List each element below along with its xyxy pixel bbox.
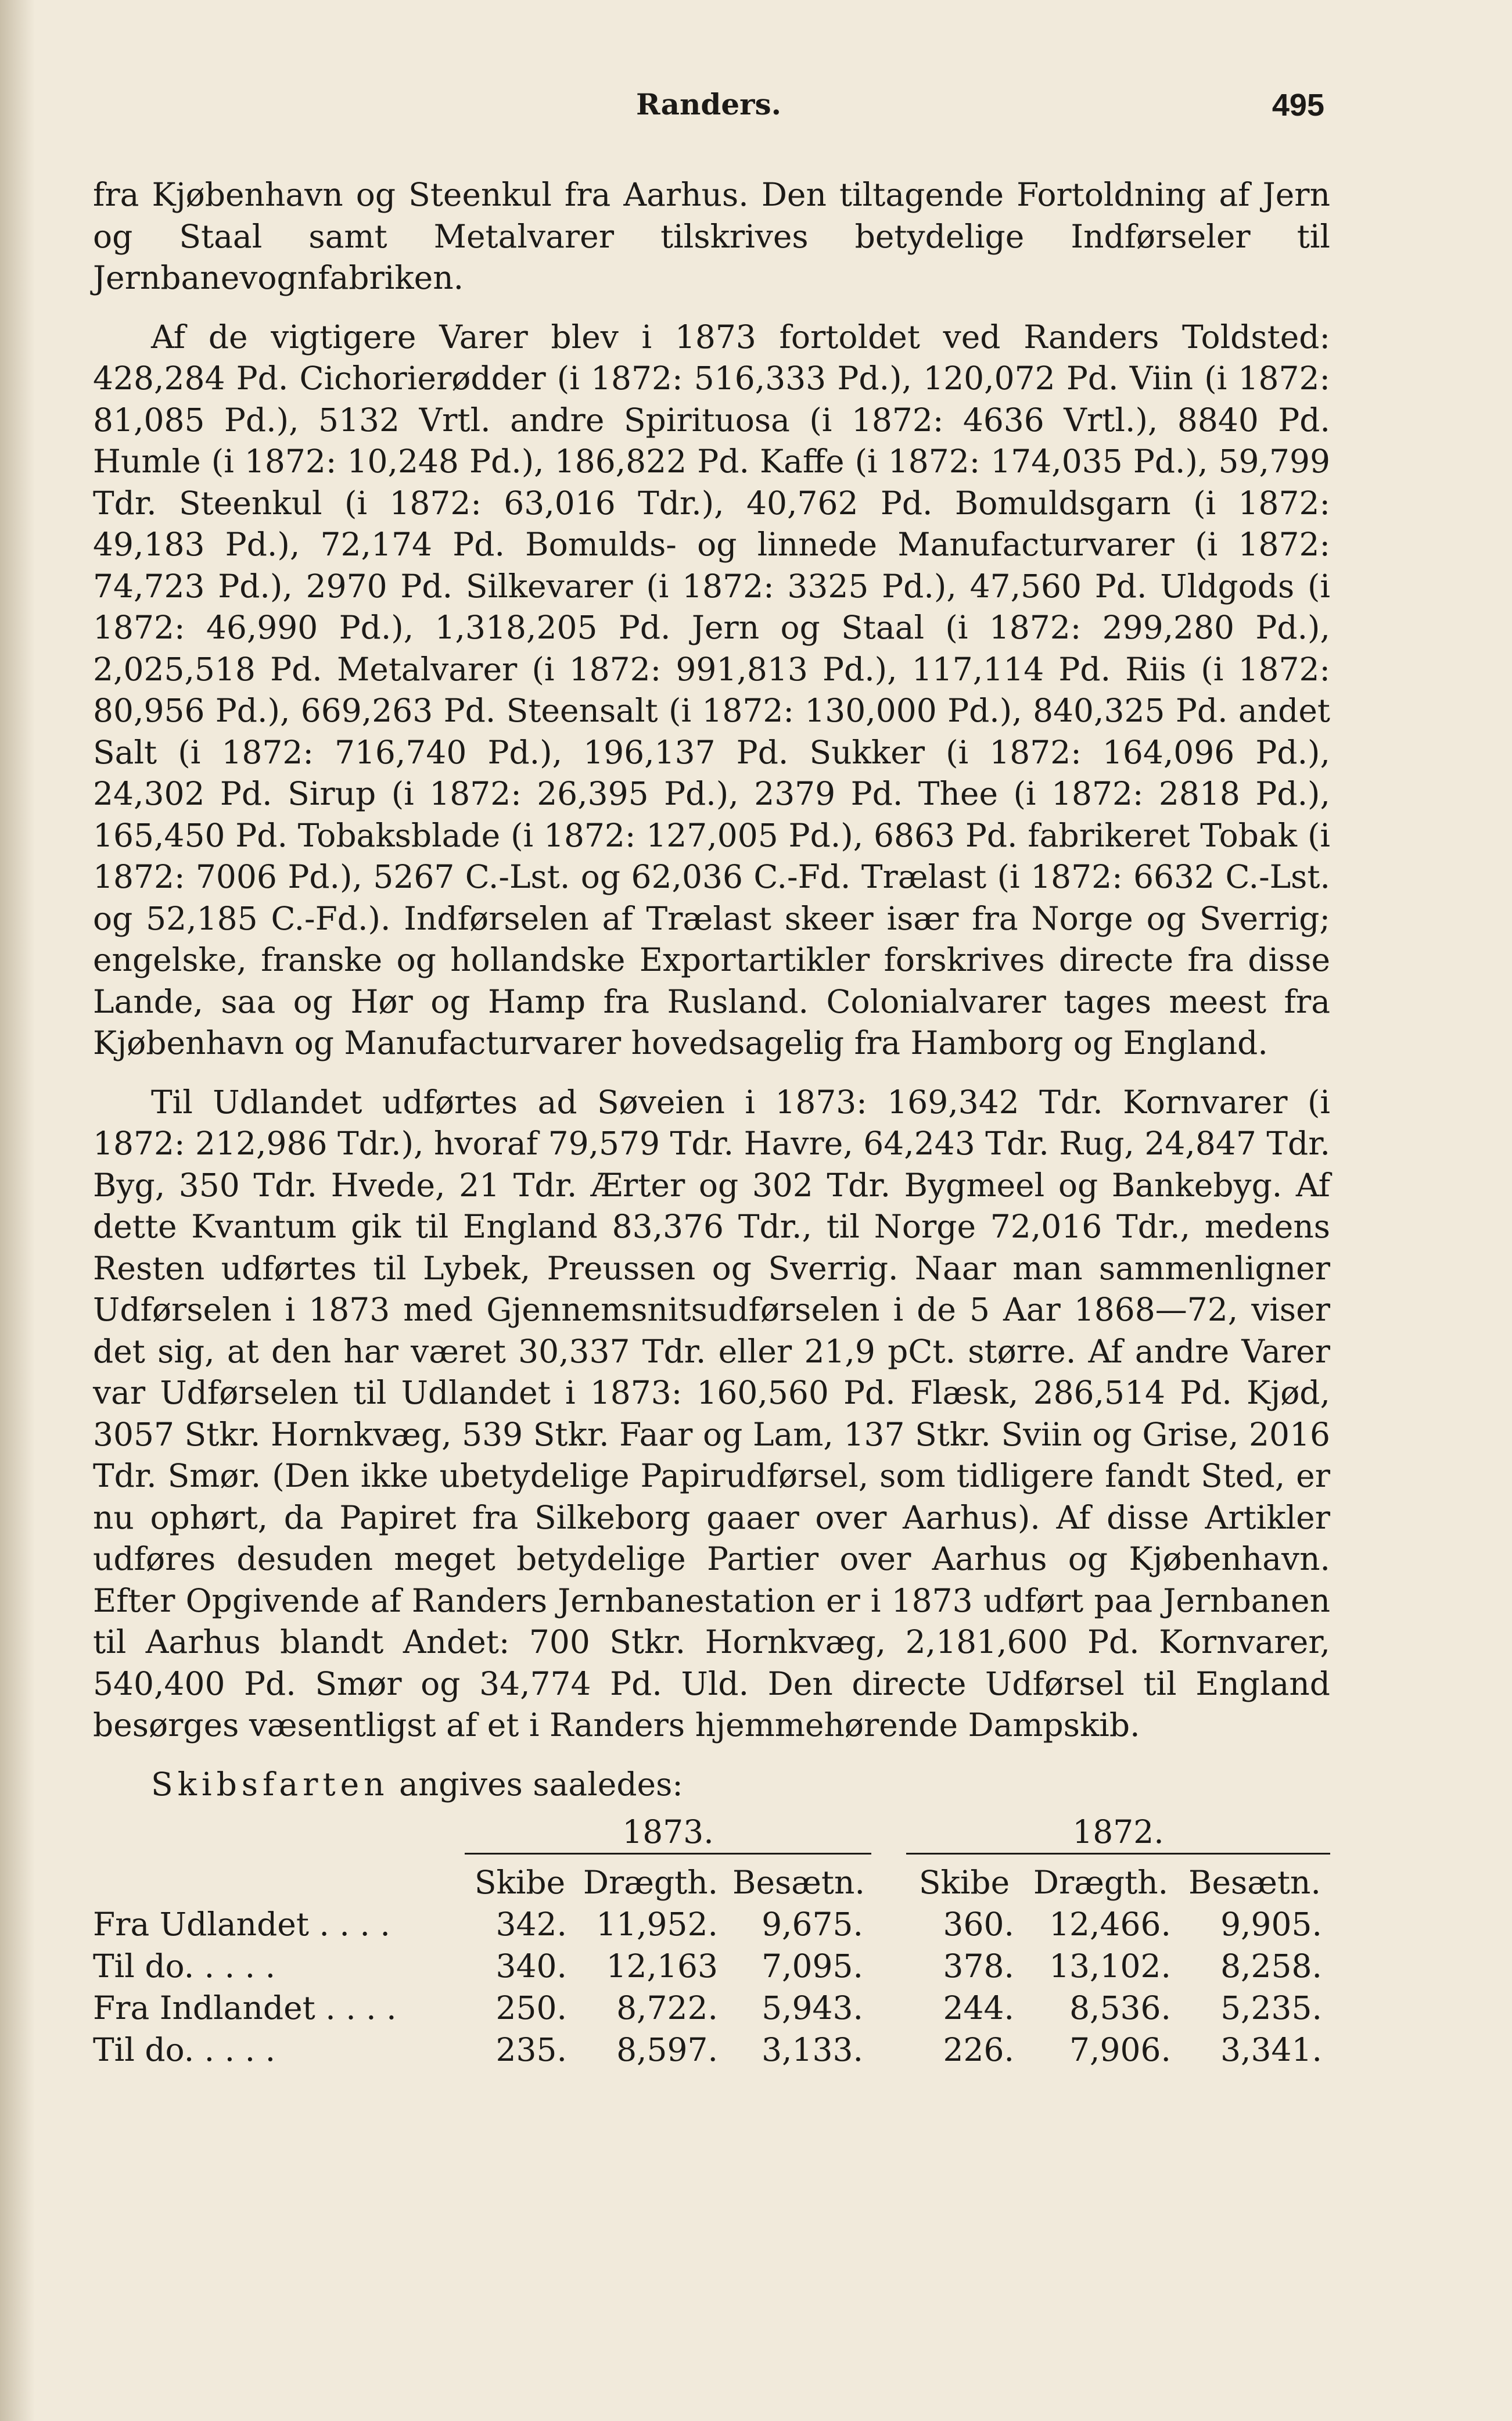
cell-value: 226. (943, 2031, 1014, 2068)
col-besaetn-1873: Besætn. (732, 1864, 865, 1901)
shipping-intro (93, 1764, 1330, 1806)
cell-value: 11,952. (596, 1906, 718, 1943)
shipping-intro-heading: Skibsfarten (151, 1765, 389, 1803)
cell-value: 9,905. (1220, 1906, 1322, 1943)
col-skibe-1872: Skibe (918, 1864, 1010, 1901)
page-gutter-shadow (0, 0, 35, 2421)
shipping-table (93, 1811, 1330, 2071)
body-text (93, 174, 1330, 2071)
paragraph-exports: Til Udlandet udførtes ad Søveien i 1873: 169,342 Tdr. Kornvarer (i 1872: 212,986 Tdr.), hvoraf 79,579 Tdr. Havre, 64,243 Tdr. Rug, 24,847 Tdr. Byg, 350 Tdr. Hvede, 21 Tdr. Ærter og 302 Tdr. Bygmeel og Bankebyg. Af dette Kvantum gik til England 83,376 Tdr., til Norge 72,016 Tdr., medens Resten udførtes til Lybek, Preussen og Sverrig. Naar man sammenligner Udførselen i 1873 med Gjennemsnitsudførselen i de 5 Aar 1868—72, viser det sig, at den har været 30,337 Tdr. eller 21,9 pCt. større. Af andre Varer var Udførselen til Udlandet i 1873: 160,560 Pd. Flæsk, 286,514 Pd. Kjød, 3057 Stkr. Hornkvæg, 539 Stkr. Faar og Lam, 137 Stkr. Sviin og Grise, 2016 Tdr. Smør. (Den ikke ubetydelige Papirudførsel, som tidligere fandt Sted, er nu ophørt, da Papiret fra Silkeborg gaaer over Aarhus). Af disse Artikler udføres desuden meget betydelige Partier over Aarhus og Kjøbenhavn. Efter Opgivende af Randers Jernbanestation er i 1873 udført paa Jernbanen til Aarhus blandt Andet: 700 Stkr. Hornkvæg, 2,181,600 Pd. Kornvarer, 540,400 Pd. Smør og 34,774 Pd. Uld. Den directe Udførsel til England besørges væsentligst af et i Randers hjemmehørende Dampskib. (93, 1083, 1330, 1744)
cell-value: 3,133. (762, 2031, 863, 2068)
paragraph-continuation: fra Kjøbenhavn og Steenkul fra Aarhus. Den tiltagende Fortoldning af Jern og Staal samt Metalvarer tilskrives betydelige Indførseler til Jernbanevognfabriken. (93, 176, 1330, 296)
row-label: Til do. . . . . (93, 2031, 276, 2068)
cell-value: 9,675. (762, 1906, 863, 1943)
table-row (93, 2029, 1330, 2071)
column-header-row (93, 1862, 1330, 1903)
cell-value: 7,095. (762, 1947, 863, 1985)
table-row (93, 1987, 1330, 2029)
cell-value: 13,102. (1049, 1947, 1171, 1985)
cell-value: 8,722. (616, 1989, 718, 2027)
col-draegth-1872: Drægth. (1033, 1864, 1169, 1901)
year-header-row (93, 1811, 1330, 1854)
row-label: Fra Udlandet . . . . (93, 1906, 390, 1943)
cell-value: 8,536. (1069, 1989, 1171, 2027)
cell-value: 342. (495, 1906, 567, 1943)
col-skibe-1873: Skibe (474, 1864, 566, 1901)
cell-value: 378. (943, 1947, 1014, 1985)
cell-value: 340. (495, 1947, 567, 1985)
cell-value: 8,597. (616, 2031, 718, 2068)
cell-value: 244. (943, 1989, 1014, 2027)
cell-value: 12,466. (1049, 1906, 1171, 1943)
cell-value: 7,906. (1069, 2031, 1171, 2068)
table-row (93, 1945, 1330, 1987)
cell-value: 5,235. (1220, 1989, 1322, 2027)
cell-value: 360. (943, 1906, 1014, 1943)
table-row (93, 1903, 1330, 1945)
year-1873: 1873. (465, 1811, 871, 1854)
cell-value: 3,341. (1220, 2031, 1322, 2068)
page-header (93, 87, 1324, 134)
cell-value: 235. (495, 2031, 567, 2068)
running-title: Randers. (635, 87, 782, 121)
shipping-intro-text: angives saaledes: (399, 1765, 683, 1803)
row-label: Til do. . . . . (93, 1947, 276, 1985)
cell-value: 5,943. (762, 1989, 863, 2027)
col-draegth-1873: Drægth. (583, 1864, 719, 1901)
row-label: Fra Indlandet . . . . (93, 1989, 397, 2027)
cell-value: 12,163 (606, 1947, 718, 1985)
col-besaetn-1872: Besætn. (1188, 1864, 1321, 1901)
paragraph-imports: Af de vigtigere Varer blev i 1873 fortoldet ved Randers Toldsted: 428,284 Pd. Cichorierødder (i 1872: 516,333 Pd.), 120,072 Pd. Viin (i 1872: 81,085 Pd.), 5132 Vrtl. andre Spirituosa (i 1872: 4636 Vrtl.), 8840 Pd. Humle (i 1872: 10,248 Pd.), 186,822 Pd. Kaffe (i 1872: 174,035 Pd.), 59,799 Tdr. Steenkul (i 1872: 63,016 Tdr.), 40,762 Pd. Bomuldsgarn (i 1872: 49,183 Pd.), 72,174 Pd. Bomulds- og linnede Manufacturvarer (i 1872: 74,723 Pd.), 2970 Pd. Silkevarer (i 1872: 3325 Pd.), 47,560 Pd. Uldgods (i 1872: 46,990 Pd.), 1,318,205 Pd. Jern og Staal (i 1872: 299,280 Pd.), 2,025,518 Pd. Metalvarer (i 1872: 991,813 Pd.), 117,114 Pd. Riis (i 1872: 80,956 Pd.), 669,263 Pd. Steensalt (i 1872: 130,000 Pd.), 840,325 Pd. andet Salt (i 1872: 716,740 Pd.), 196,137 Pd. Sukker (i 1872: 164,096 Pd.), 24,302 Pd. Sirup (i 1872: 26,395 Pd.), 2379 Pd. Thee (i 1872: 2818 Pd.), 165,450 Pd. Tobaksblade (i 1872: 127,005 Pd.), 6863 Pd. fabrikeret Tobak (i 1872: 7006 Pd.), 5267 C.-Lst. og 62,036 C.-Fd. Trælast (i 1872: 6632 C.-Lst. og 52,185 C.-Fd.). Indførselen af Trælast skeer især fra Norge og Sverrig; engelske, franske og hollandske Exportartikler forskrives directe fra disse Lande, saa og Hør og Hamp fra Rusland. Colonialvarer tages meest fra Kjøbenhavn og Manufacturvarer hovedsagelig fra Hamborg og England. (93, 318, 1330, 1061)
cell-value: 250. (495, 1989, 567, 2027)
cell-value: 8,258. (1220, 1947, 1322, 1985)
year-1872: 1872. (906, 1811, 1330, 1854)
page-number: 495 (1272, 88, 1324, 123)
